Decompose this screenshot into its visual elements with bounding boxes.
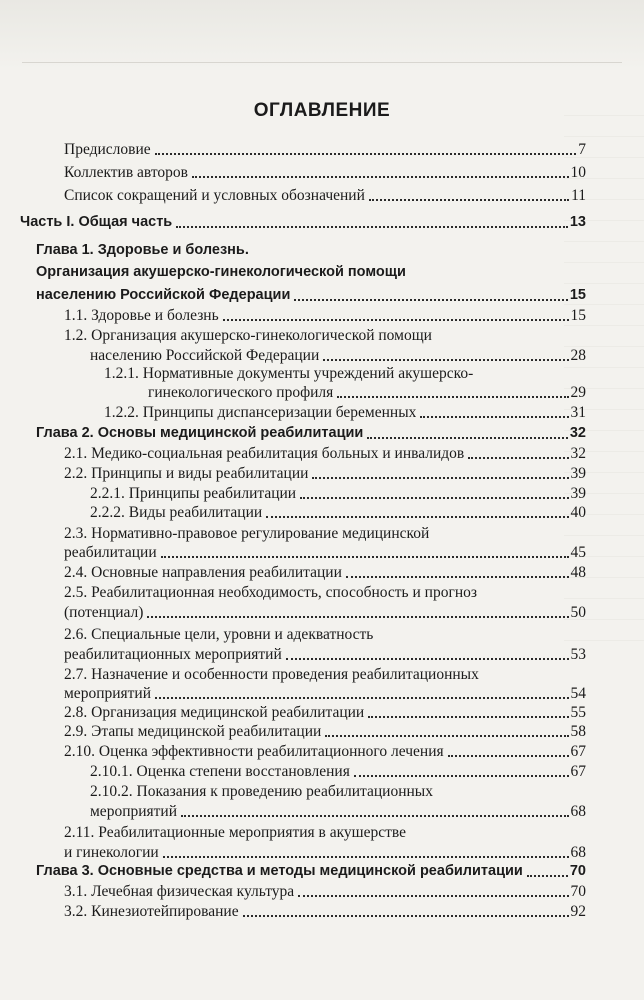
toc-entry: мероприятий 68 — [90, 803, 586, 820]
toc-chapter-heading: Глава 2. Основы медицинской реабилитации 32 — [36, 425, 586, 441]
toc-entry: 1.1. Здоровье и болезнь 15 — [64, 307, 586, 324]
toc-entry: населению Российской Федерации 28 — [90, 347, 586, 364]
toc-entry: (потенциал) 50 — [64, 604, 586, 621]
toc-entry: и гинекологии 68 — [64, 844, 586, 861]
toc-entry: Коллектив авторов 10 — [64, 164, 586, 181]
toc-entry: мероприятий 54 — [64, 685, 586, 702]
toc-entry-line: 2.5. Реабилитационная необходимость, способность и прогноз — [64, 584, 477, 601]
toc-entry-line: 2.11. Реабилитационные мероприятия в акушерстве — [64, 824, 407, 841]
toc-entry: гинекологического профиля 29 — [148, 384, 586, 401]
toc-entry: 2.4. Основные направления реабилитации 48 — [64, 564, 586, 581]
toc-entry: Предисловие 7 — [64, 141, 586, 158]
toc-entry: 3.1. Лечебная физическая культура 70 — [64, 883, 586, 900]
toc-entry-line: 2.6. Специальные цели, уровни и адекватность — [64, 626, 374, 643]
toc-entry: 2.2.2. Виды реабилитации 40 — [90, 504, 586, 521]
toc-entry: 2.8. Организация медицинской реабилитации 55 — [64, 704, 586, 721]
toc-entry: 2.9. Этапы медицинской реабилитации 58 — [64, 723, 586, 740]
page-title: ОГЛАВЛЕНИЕ — [253, 100, 391, 121]
toc-entry-line: 1.2.1. Нормативные документы учреждений акушерско- — [104, 365, 474, 382]
toc-entry: Список сокращений и условных обозначений 11 — [64, 187, 586, 204]
toc-entry-line: 2.7. Назначение и особенности проведения реабилитационных — [64, 666, 479, 683]
toc-entry: 1.2.2. Принципы диспансеризации беременных 31 — [104, 404, 586, 421]
toc-entry-line: 2.10.2. Показания к проведению реабилитационных — [90, 783, 433, 800]
toc-chapter-line: Глава 1. Здоровье и болезнь. — [36, 242, 249, 258]
toc-entry: 2.10.1. Оценка степени восстановления 67 — [90, 763, 586, 780]
toc-entry: 2.2. Принципы и виды реабилитации 39 — [64, 465, 586, 482]
toc-entry: 2.2.1. Принципы реабилитации 39 — [90, 485, 586, 502]
toc-chapter-heading: Глава 3. Основные средства и методы медицинской реабилитации 70 — [36, 863, 586, 879]
toc-entry-line: 2.3. Нормативно-правовое регулирование медицинской — [64, 525, 430, 542]
toc-chapter-line: Организация акушерско-гинекологической помощи — [36, 264, 406, 280]
toc-entry: 2.10. Оценка эффективности реабилитационного лечения 67 — [64, 743, 586, 760]
toc-entry-line: 1.2. Организация акушерско-гинекологической помощи — [64, 327, 432, 344]
toc-chapter-heading: населению Российской Федерации 15 — [36, 287, 586, 303]
toc-entry: реабилитации 45 — [64, 544, 586, 561]
toc-part-heading: Часть I. Общая часть 13 — [20, 214, 586, 230]
toc-entry: реабилитационных мероприятий 53 — [64, 646, 586, 663]
toc-entry: 3.2. Кинезиотейпирование 92 — [64, 903, 586, 920]
toc-entry: 2.1. Медико-социальная реабилитация больных и инвалидов 32 — [64, 445, 586, 462]
